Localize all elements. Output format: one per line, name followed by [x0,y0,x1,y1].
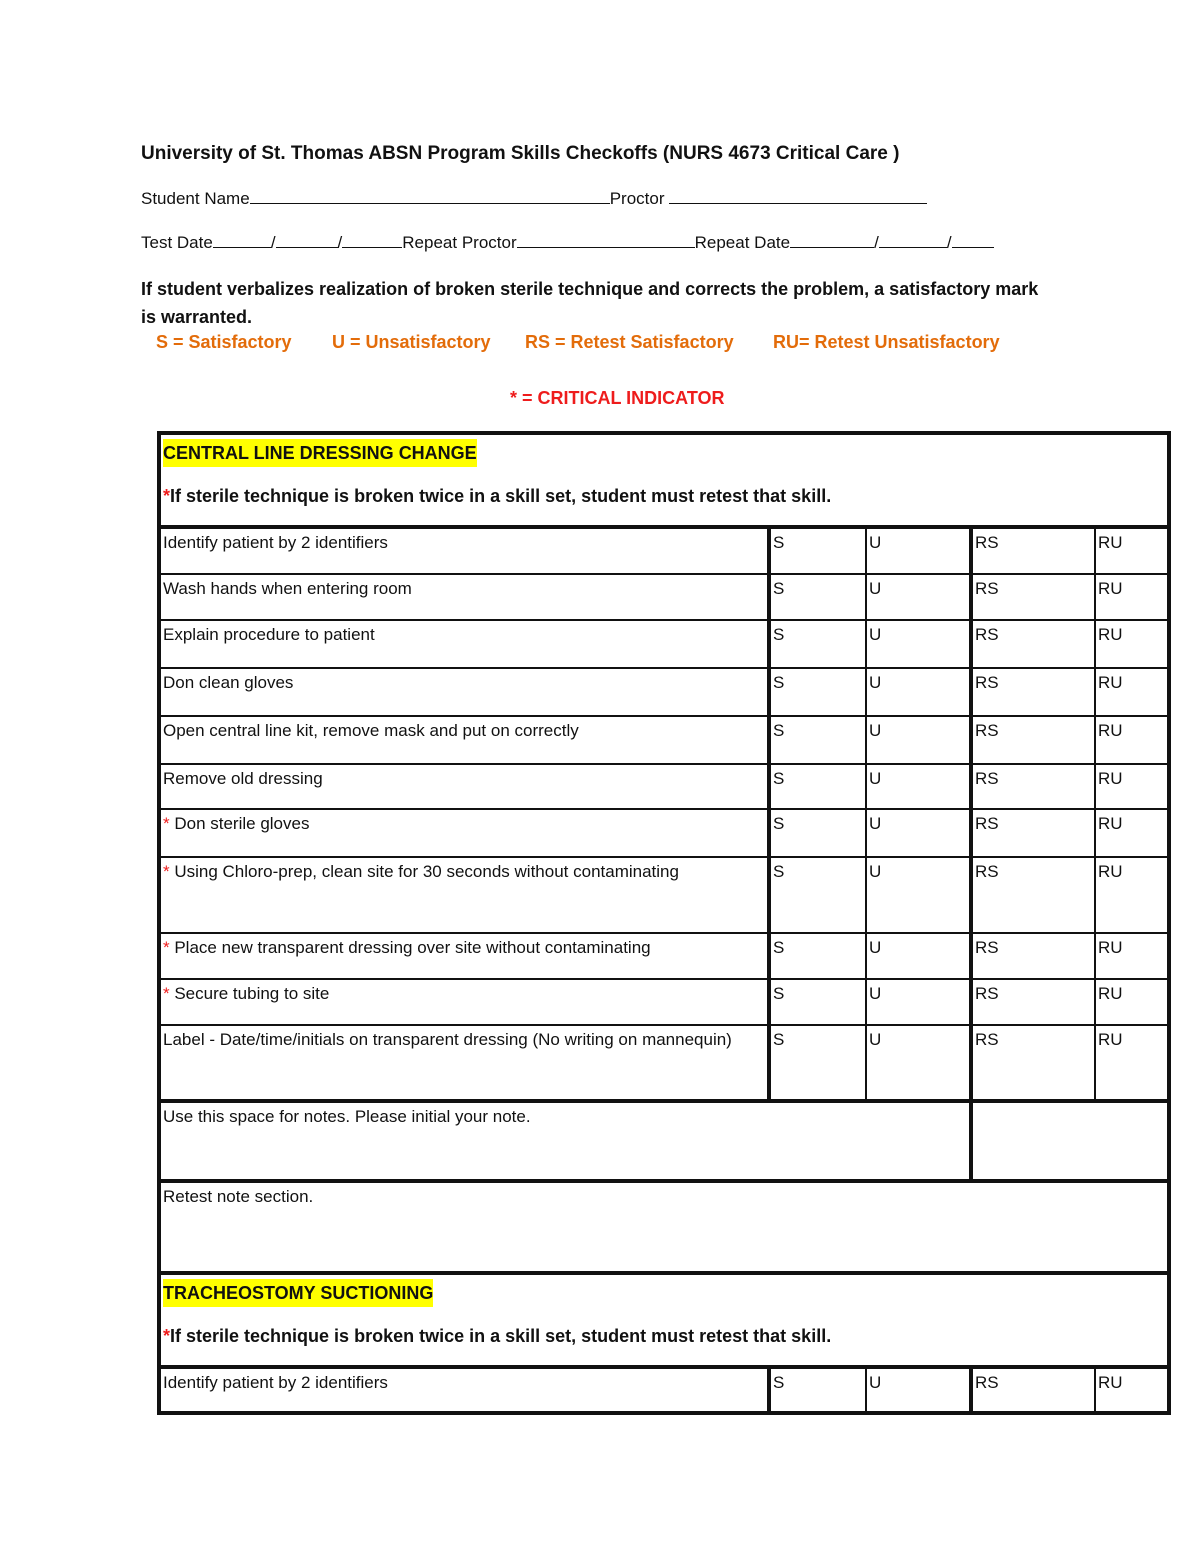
step-cell [159,979,769,1025]
critical-indicator-legend: * = CRITICAL INDICATOR [510,388,725,408]
step-row [159,527,1169,574]
sterile-warning: If student verbalizes realization of broken sterile technique and corrects the problem, a satisfactory mark is warranted. [141,279,1039,327]
grade-ru-cell[interactable] [1095,857,1169,933]
grade-u-label: U [869,625,882,644]
grade-s-label: S [773,938,785,957]
step-text: Don clean gloves [163,673,294,692]
repeat-date-day-field[interactable] [879,233,947,248]
step-text: Remove old dressing [163,769,323,788]
retest-label: Retest note section. [163,1187,314,1206]
step-row [159,933,1169,979]
repeat-proctor-field[interactable] [517,233,695,248]
grade-rs-label: RS [975,1373,999,1392]
grade-s-label: S [773,673,785,692]
grade-rs-cell[interactable] [971,716,1095,764]
grade-u-cell[interactable] [866,668,971,716]
step-row [159,1025,1169,1101]
grade-u-label: U [869,673,882,692]
grade-s-cell[interactable] [769,668,866,716]
test-date-line [141,233,994,253]
grade-s-label: S [773,814,785,833]
step-cell [159,668,769,716]
grade-ru-cell[interactable] [1095,764,1169,809]
proctor-label: Proctor [609,189,665,208]
step-text: Open central line kit, remove mask and put on correctly [163,721,579,740]
grade-rs-label: RS [975,769,999,788]
grade-ru-label: RU [1098,938,1123,957]
grade-ru-cell[interactable] [1095,933,1169,979]
grade-u-cell[interactable] [866,1367,971,1413]
grade-rs-label: RS [975,625,999,644]
grade-rs-cell[interactable] [971,764,1095,809]
retest-row [159,1181,1169,1273]
student-name-field[interactable] [250,189,610,204]
grade-u-label: U [869,814,882,833]
grade-rs-cell[interactable] [971,668,1095,716]
grade-s-cell[interactable] [769,1025,866,1101]
proctor-field[interactable] [669,189,927,204]
date-slash: / [337,233,343,252]
grade-u-cell[interactable] [866,1025,971,1101]
grade-u-cell[interactable] [866,933,971,979]
grade-rs-label: RS [975,673,999,692]
grade-s-label: S [773,984,785,1003]
step-cell [159,574,769,620]
date-slash: / [874,233,879,252]
grade-ru-cell[interactable] [1095,1025,1169,1101]
grade-rs-cell[interactable] [971,857,1095,933]
section-rule [163,1322,1167,1350]
grade-ru-label: RU [1098,579,1123,598]
step-row [159,574,1169,620]
step-cell [159,716,769,764]
grade-rs-label: RS [975,721,999,740]
step-text: Secure tubing to site [169,984,330,1003]
grade-u-label: U [869,984,882,1003]
grade-ru-cell[interactable] [1095,809,1169,857]
page-title: University of St. Thomas ABSN Program Skills Checkoffs (NURS 4673 Critical Care ) [141,143,900,164]
section-title: TRACHEOSTOMY SUCTIONING [163,1279,433,1307]
grade-rs-cell[interactable] [971,1367,1095,1413]
grade-s-cell[interactable] [769,979,866,1025]
grade-s-label: S [773,769,785,788]
grade-s-cell[interactable] [769,527,866,574]
notes-row [159,1101,1169,1181]
step-text: Explain procedure to patient [163,625,375,644]
grade-rs-label: RS [975,579,999,598]
step-cell [159,857,769,933]
grade-u-label: U [869,938,882,957]
section-header-cell [159,1273,1169,1367]
section-rule-text: If sterile technique is broken twice in a skill set, student must retest that skill. [170,486,832,506]
student-name-label: Student Name [141,189,250,208]
grade-u-label: U [869,533,882,552]
grade-s-cell[interactable] [769,716,866,764]
grade-rs-label: RS [975,984,999,1003]
critical-star: * [163,486,171,506]
grade-ru-cell[interactable] [1095,979,1169,1025]
section-header-row [159,1273,1169,1367]
repeat-date-label: Repeat Date [694,233,791,252]
step-text: Don sterile gloves [169,814,310,833]
grade-ru-cell[interactable] [1095,527,1169,574]
grade-ru-label: RU [1098,673,1123,692]
grade-s-cell[interactable] [769,809,866,857]
section-rule [163,482,1167,510]
grade-u-cell[interactable] [866,527,971,574]
critical-star: * [163,938,170,957]
repeat-date-month-field[interactable] [790,233,874,248]
grade-s-label: S [773,1030,785,1049]
section-header-cell [159,433,1169,527]
grade-u-cell[interactable] [866,809,971,857]
step-row [159,1367,1169,1413]
grade-s-label: S [773,721,785,740]
grade-u-label: U [869,862,882,881]
grade-ru-cell[interactable] [1095,668,1169,716]
critical-star: * [163,1326,171,1346]
grade-s-cell[interactable] [769,620,866,668]
grade-u-label: U [869,721,882,740]
step-cell [159,1025,769,1101]
grade-s-label: S [773,625,785,644]
notes-cell[interactable] [159,1101,971,1181]
step-cell [159,527,769,574]
grade-ru-label: RU [1098,769,1123,788]
step-text: Using Chloro-prep, clean site for 30 seconds without contaminating [169,862,679,881]
notes-label: Use this space for notes. Please initial your note. [163,1107,531,1126]
grade-ru-label: RU [1098,984,1123,1003]
grade-u-cell[interactable] [866,620,971,668]
grade-ru-label: RU [1098,814,1123,833]
step-text: Wash hands when entering room [163,579,412,598]
critical-star: * [163,814,170,833]
grade-u-cell[interactable] [866,716,971,764]
grade-rs-cell[interactable] [971,574,1095,620]
step-row [159,809,1169,857]
legend-satisfactory: S = Satisfactory [156,332,292,352]
grade-rs-cell[interactable] [971,1025,1095,1101]
grade-rs-label: RS [975,533,999,552]
notes-initials-cell[interactable] [971,1101,1169,1181]
grade-u-cell[interactable] [866,764,971,809]
grade-ru-cell[interactable] [1095,620,1169,668]
grade-u-label: U [869,769,882,788]
test-date-month-field[interactable] [213,233,271,248]
grade-u-cell[interactable] [866,574,971,620]
section-rule-text: If sterile technique is broken twice in a skill set, student must retest that skill. [170,1326,832,1346]
repeat-proctor-label: Repeat Proctor [402,233,517,252]
grade-ru-cell[interactable] [1095,1367,1169,1413]
grade-rs-label: RS [975,862,999,881]
grade-ru-cell[interactable] [1095,716,1169,764]
grade-s-cell[interactable] [769,857,866,933]
grade-ru-label: RU [1098,625,1123,644]
grade-ru-label: RU [1098,1373,1123,1392]
step-text: Identify patient by 2 identifiers [163,1373,388,1392]
grade-u-label: U [869,1030,882,1049]
grade-u-cell[interactable] [866,979,971,1025]
section-title: CENTRAL LINE DRESSING CHANGE [163,439,477,467]
grade-ru-cell[interactable] [1095,574,1169,620]
step-cell [159,620,769,668]
step-row [159,764,1169,809]
grade-s-label: S [773,579,785,598]
step-text: Label - Date/time/initials on transparent dressing (No writing on mannequin) [163,1030,732,1049]
step-row [159,857,1169,933]
grade-s-cell[interactable] [769,933,866,979]
grade-rs-cell[interactable] [971,620,1095,668]
grade-rs-cell[interactable] [971,979,1095,1025]
critical-star: * [163,984,170,1003]
grade-ru-label: RU [1098,1030,1123,1049]
step-cell [159,1367,769,1413]
grade-s-cell[interactable] [769,1367,866,1413]
date-slash: / [270,233,276,252]
section-header-row [159,433,1169,527]
grade-rs-cell[interactable] [971,527,1095,574]
step-row [159,979,1169,1025]
grade-u-label: U [869,1373,882,1392]
grade-rs-label: RS [975,938,999,957]
grade-ru-label: RU [1098,533,1123,552]
grade-u-cell[interactable] [866,857,971,933]
grade-ru-label: RU [1098,862,1123,881]
step-row [159,620,1169,668]
grade-u-label: U [869,579,882,598]
test-date-label: Test Date [141,233,213,252]
legend-retest-unsatisfactory: RU= Retest Unsatisfactory [773,332,1000,352]
test-date-day-field[interactable] [276,233,338,248]
grade-rs-label: RS [975,1030,999,1049]
step-cell [159,933,769,979]
step-text: Place new transparent dressing over site without contaminating [169,938,651,957]
retest-cell[interactable] [159,1181,1169,1273]
legend-unsatisfactory: U = Unsatisfactory [332,332,491,352]
grade-s-label: S [773,862,785,881]
legend-retest-satisfactory: RS = Retest Satisfactory [525,332,734,352]
repeat-date-year-field[interactable] [952,233,994,248]
grade-ru-label: RU [1098,721,1123,740]
grade-rs-cell[interactable] [971,809,1095,857]
grade-s-cell[interactable] [769,574,866,620]
step-cell [159,764,769,809]
step-row [159,716,1169,764]
checkoff-table [157,431,1171,1415]
date-slash: / [946,233,952,252]
student-proctor-line [141,189,927,209]
grade-s-label: S [773,533,785,552]
grade-s-cell[interactable] [769,764,866,809]
test-date-year-field[interactable] [342,233,402,248]
step-cell [159,809,769,857]
grade-rs-cell[interactable] [971,933,1095,979]
step-row [159,668,1169,716]
critical-star: * [163,862,170,881]
grade-rs-label: RS [975,814,999,833]
grade-s-label: S [773,1373,785,1392]
step-text: Identify patient by 2 identifiers [163,533,388,552]
